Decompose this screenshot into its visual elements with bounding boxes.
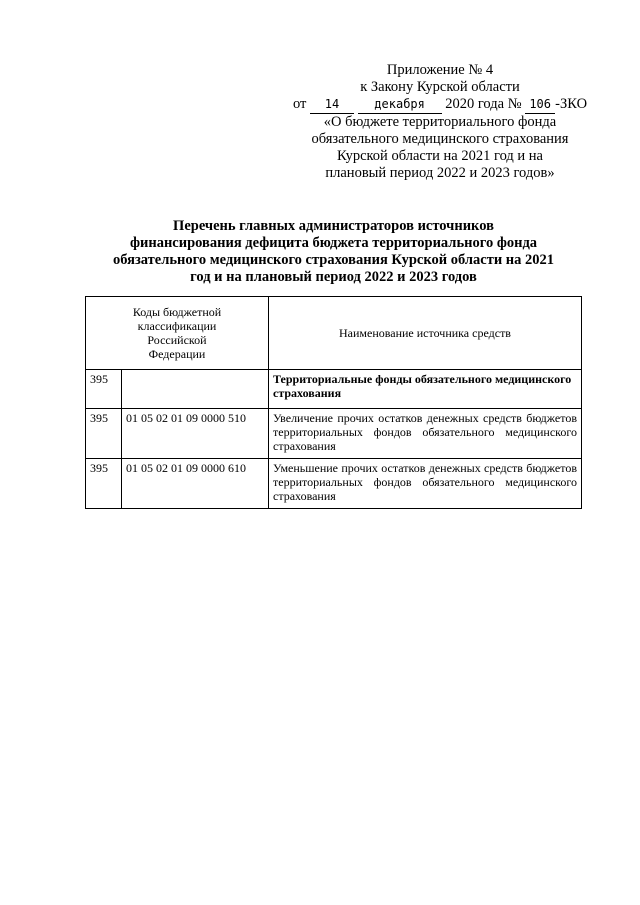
title-line: финансирования дефицита бюджета территориального фонда xyxy=(129,235,538,251)
law-title-line: обязательного медицинского страхования xyxy=(311,131,569,147)
source-code xyxy=(122,370,269,409)
from-prefix: от xyxy=(292,96,307,112)
table-header-row xyxy=(86,297,582,370)
law-suffix: -ЗКО xyxy=(555,96,588,112)
title-line: обязательного медицинского страхования Курской области на 2021 xyxy=(112,252,555,268)
title-line: год и на плановый период 2022 и 2023 годов xyxy=(190,269,477,285)
law-year: 2020 года № xyxy=(445,96,522,112)
header-codes: Коды бюджетной классификации Российской Федерации xyxy=(86,297,269,370)
law-title-line: плановый период 2022 и 2023 годов» xyxy=(325,165,555,181)
title-line: Перечень главных администраторов источников xyxy=(173,218,494,234)
source-name: Увеличение прочих остатков денежных средств бюджетов территориальных фондов обязательного медицинского страхования xyxy=(269,409,582,459)
header-name: Наименование источника средств xyxy=(269,297,582,370)
appendix-header xyxy=(270,62,610,182)
law-month: декабря xyxy=(358,96,442,114)
source-name: Уменьшение прочих остатков денежных средств бюджетов территориальных фондов обязательного медицинского страхования xyxy=(269,459,582,509)
admin-code: 395 xyxy=(86,459,122,509)
appendix-number: Приложение № 4 xyxy=(386,62,494,78)
source-name: Территориальные фонды обязательного медицинского страхования xyxy=(269,370,582,409)
admin-code: 395 xyxy=(86,409,122,459)
document-title xyxy=(85,218,582,286)
table-row xyxy=(86,459,582,509)
law-number: 106 xyxy=(525,96,555,114)
sources-table xyxy=(85,296,582,509)
law-title-line: «О бюджете территориального фонда xyxy=(323,114,557,130)
law-date-line xyxy=(270,96,610,114)
table-row xyxy=(86,370,582,409)
law-title-line: Курской области на 2021 год и на xyxy=(336,148,543,164)
source-code: 01 05 02 01 09 0000 510 xyxy=(122,409,269,459)
table-row xyxy=(86,409,582,459)
admin-code: 395 xyxy=(86,370,122,409)
source-code: 01 05 02 01 09 0000 610 xyxy=(122,459,269,509)
law-day: 14 xyxy=(310,96,354,114)
appendix-law-ref: к Закону Курской области xyxy=(360,79,520,95)
